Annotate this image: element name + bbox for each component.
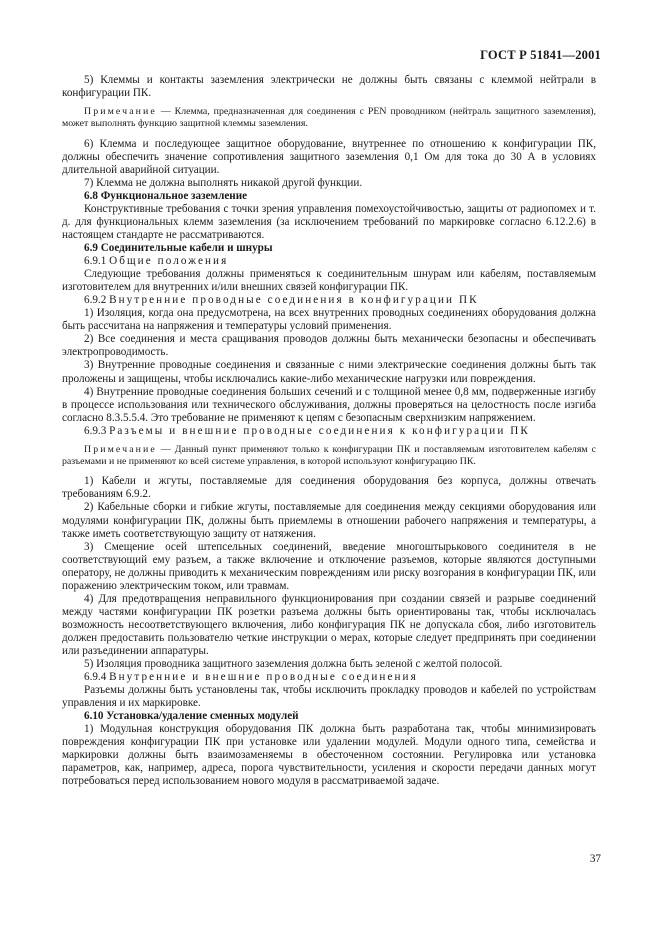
standard-header: ГОСТ Р 51841—2001 xyxy=(480,48,601,62)
paragraph: 1) Кабели и жгуты, поставляемые для соединения оборудования без корпуса, должны отвечать требованиям 6.9.2. xyxy=(62,475,596,501)
paragraph: 6) Клемма и последующее защитное оборудование, внутреннее по отношению к конфигурации ПК, должны обеспечить значение сопротивления защитного заземления 0,1 Ом для тока до 30 А в условиях длительной аварийной ситуации. xyxy=(62,137,596,176)
subsection-title: Общие положения xyxy=(109,255,229,268)
paragraph: 4) Внутренние проводные соединения больших сечений и с толщиной менее 0,8 мм, подверженные изгибу в процессе использования или технического обслуживания, должны проверяться на целостность после изгиба согласно 8.3.5.5.4. Это требование не применяют к цепям с безопасным сверхнизким напряжением. xyxy=(62,385,596,424)
paragraph: 7) Клемма не должна выполнять никакой другой функции. xyxy=(84,176,363,189)
note-text: — Клемма, предназначенная для соединения с PEN проводником (нейтраль защитного заземления), может выполнять функцию защитной клеммы заземления. xyxy=(62,106,596,129)
note xyxy=(62,106,596,130)
paragraph: 5) Изоляция проводника защитного заземления должна быть зеленой с желтой полосой. xyxy=(84,658,503,671)
subsection-heading xyxy=(62,671,596,684)
subsection-heading xyxy=(62,255,596,268)
paragraph: 3) Смещение осей штепсельных соединений, введение многоштырькового соединителя в не соответствующий ему разъем, а также включение и отключение разъемов, которые являются доступными оператору, не должны приводить к механическим повреждениям или риску возгорания в конфигурации ПК, или поражению электрическим током, или травмам. xyxy=(62,540,597,592)
section-heading: 6.9 Соединительные кабели и шнуры xyxy=(84,242,273,255)
subsection-title: Разъемы и внешние проводные соединения к конфигурации ПК xyxy=(109,424,530,437)
note-label: Примечание xyxy=(84,106,157,118)
subsection-title: Внутренние проводные соединения в конфигурации ПК xyxy=(109,294,479,307)
subsection-number: 6.9.4 xyxy=(84,671,107,684)
note-label: Примечание xyxy=(84,443,157,455)
paragraph: 3) Внутренние проводные соединения и связанные с ними электрические соединения должны быть так проложены и защищены, чтобы исключались какие-либо механические нагрузки или повреждения. xyxy=(62,359,596,385)
paragraph: 1) Модульная конструкция оборудования ПК должна быть разработана так, чтобы минимизировать повреждения конфигурации ПК при установке или удалении модулей. Модули одного типа, семейства и маркировки должны быть взаимозаменяемы в обесточенном состоянии. Регулировка или установка параметров, как, например, адреса, порога чувствительности, усиления и скорости передачи данных могут потребоваться перед использованием нового модуля в рассматриваемой задаче. xyxy=(62,723,596,788)
paragraph: Разъемы должны быть установлены так, чтобы исключить прокладку проводов и кабелей по устройствам управления и их маркировке. xyxy=(62,684,596,710)
subsection-heading xyxy=(62,425,596,438)
document-body xyxy=(62,74,596,788)
section-heading: 6.8 Функциональное заземление xyxy=(84,189,248,202)
subsection-number: 6.9.2 xyxy=(84,294,107,307)
page-number: 37 xyxy=(589,853,601,865)
paragraph: 2) Кабельные сборки и гибкие жгуты, поставляемые для соединения между секциями оборудования или модулями конфигурации ПК, должны быть приемлемы в отношении рабочего напряжения и температуры, а также иметь соответствующую защиту от натяжения. xyxy=(62,501,596,540)
note-text: — Данный пункт применяют только к конфигурации ПК и поставляемым изготовителем кабелям с разъемами и не применяют ко всей системе управления, в которой используют конфигурацию ПК. xyxy=(62,443,596,467)
paragraph: 4) Для предотвращения неправильного функционирования при создании связей и разрыве соединений между частями конфигурации ПК розетки разъема должны быть ориентированы так, чтобы исключалась возможность несоответствующего включения, либо конфигурация ПК не допускала сбоя, либо изготовитель должен предоставить пользователю четкие инструкции о мерах, которые следует предпринять при соединении или разъединении аппаратуры. xyxy=(62,592,596,657)
subsection-title: Внутренние и внешние проводные соединения xyxy=(109,671,418,684)
subsection-heading xyxy=(62,294,596,307)
note xyxy=(62,444,596,468)
paragraph: Конструктивные требования с точки зрения управления помехоустойчивостью, защиты от радиопомех и т. д. для функциональных клемм заземления (за исключением требований по маркировке согласно 6.12.2.6) в настоящем стандарте не рассматриваются. xyxy=(62,202,596,242)
paragraph: Следующие требования должны применяться к соединительным шнурам или кабелям, поставляемым изготовителем для внутренних и/или внешних связей конфигурации ПК. xyxy=(62,268,596,294)
paragraph: 2) Все соединения и места сращивания проводов должны быть механически безопасны и обеспечивать электропроводимость. xyxy=(62,333,596,359)
section-heading: 6.10 Установка/удаление сменных модулей xyxy=(84,710,299,723)
subsection-number: 6.9.3 xyxy=(84,424,107,437)
paragraph: 5) Клеммы и контакты заземления электрически не должны быть связаны с клеммой нейтрали в конфигурации ПК. xyxy=(62,74,596,100)
paragraph: 1) Изоляция, когда она предусмотрена, на всех внутренних проводных соединениях оборудования должна быть рассчитана на напряжения и температуры условий применения. xyxy=(62,307,596,333)
subsection-number: 6.9.1 xyxy=(84,255,107,268)
